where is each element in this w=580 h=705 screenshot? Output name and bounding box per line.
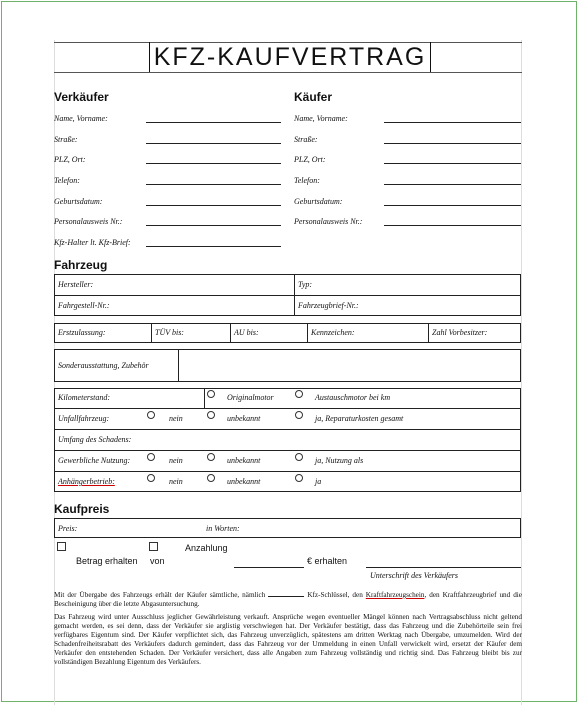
vehicle-heading: Fahrzeug [54, 258, 108, 272]
seller-city-field[interactable] [146, 163, 281, 164]
keys-count-field[interactable] [268, 596, 304, 597]
buyer-street-label: Straße: [294, 135, 318, 144]
seller-holder-field[interactable] [146, 246, 281, 247]
document-title: KFZ-KAUFVERTRAG [149, 42, 431, 72]
trailer-unknown-label: unbekannt [227, 477, 261, 486]
condition-divider-4 [54, 471, 521, 472]
replacement-engine-label: Austauschmotor bei km [315, 393, 391, 402]
title-rule-bottom [54, 72, 522, 73]
accident-no-label: nein [169, 414, 183, 423]
terms-paragraph: Das Fahrzeug wird unter Ausschluss jeglicher Gewährleistung verkauft. Ansprüche wegen eventueller Mängel können nach Vertragsabschluss nicht geltend gemacht werden, es sei denn, dass der Verkäufer sie arglistig verschwiegen hat. Der Verkäufer bestätigt, dass das Fahrzeug und die Zubehörteile sein frei verfügbares Eigentum sind. Der Käufer verpflichtet sich, das Fahrzeug unverzüglich, spätestens am dritten Werktag nach Übergabe, umzumelden. Wird der Schadenfreiheitsrabatt des Verkäufers dadurch gemindert, dass das Fahrzeug vor der Ummeldung in einen Unfall verwickelt wird, ersetzt der Käufer dem Verkäufer den entstehenden Schaden. Der Verkäufer versichert, dass alle Angaben zum Fahrzeug vollständig und richtig sind. Das Fahrzeug bleibt bis zur vollständigen Bezahlung Eigentum des Verkäufers. [54, 613, 522, 666]
accident-yes-radio[interactable] [295, 411, 303, 419]
commercial-unknown-radio[interactable] [207, 453, 215, 461]
buyer-city-label: PLZ, Ort: [294, 155, 326, 164]
seller-name-field[interactable] [146, 122, 281, 123]
manufacturer-label: Hersteller: [58, 280, 94, 289]
first-registration-label: Erstzulassung: [58, 328, 106, 337]
accident-no-radio[interactable] [147, 411, 155, 419]
seller-id-label: Personalausweis Nr.: [54, 217, 123, 226]
amount-received-label: Betrag erhalten [76, 556, 138, 566]
commercial-no-label: nein [169, 456, 183, 465]
buyer-birth-field[interactable] [384, 205, 521, 206]
down-payment-label: Anzahlung [185, 543, 228, 553]
mileage-label: Kilometerstand: [58, 393, 110, 402]
handover-text-4: , den Kraftfahrzeugbrief und die Bescheinigung über die letzte Abgasuntersuchung. [54, 591, 522, 608]
seller-street-label: Straße: [54, 135, 78, 144]
vehicle-table-2-col3 [307, 323, 308, 343]
buyer-phone-label: Telefon: [294, 176, 320, 185]
commercial-use-label: Gewerbliche Nutzung: [58, 456, 131, 465]
accident-yes-label: ja, Reparaturkosten gesamt [315, 414, 404, 423]
price-words-label: in Worten: [206, 524, 240, 533]
price-heading: Kaufpreis [54, 502, 110, 516]
buyer-city-field[interactable] [384, 163, 521, 164]
buyer-id-field[interactable] [384, 225, 521, 226]
tuev-label: TÜV bis: [155, 328, 184, 337]
extras-label: Sonderausstattung, Zubehör [58, 361, 149, 370]
damage-extent-label: Umfang des Schadens: [58, 435, 132, 444]
buyer-phone-field[interactable] [384, 184, 521, 185]
condition-divider-3 [54, 450, 521, 451]
commercial-no-radio[interactable] [147, 453, 155, 461]
original-engine-radio[interactable] [207, 390, 215, 398]
vehicle-table-2-col1 [151, 323, 152, 343]
commercial-unknown-label: unbekannt [227, 456, 261, 465]
buyer-birth-label: Geburtsdatum: [294, 197, 343, 206]
contract-page [54, 40, 522, 705]
seller-street-field[interactable] [146, 143, 281, 144]
trailer-unknown-radio[interactable] [207, 474, 215, 482]
seller-name-label: Name, Vorname: [54, 114, 108, 123]
trailer-label: Anhängerbetrieb: [58, 477, 115, 486]
amount-received-checkbox[interactable] [57, 542, 66, 551]
seller-heading: Verkäufer [54, 90, 109, 104]
seller-city-label: PLZ, Ort: [54, 155, 86, 164]
accident-unknown-label: unbekannt [227, 414, 261, 423]
chassis-number-label: Fahrgestell-Nr.: [58, 301, 110, 310]
type-label: Typ: [298, 280, 313, 289]
received-label: € erhalten [307, 556, 348, 566]
original-engine-label: Originalmotor [227, 393, 274, 402]
handover-text-2: Kfz-Schlüssel, den [307, 591, 363, 599]
down-payment-checkbox[interactable] [149, 542, 158, 551]
handover-paragraph [54, 591, 522, 609]
handover-text-1: Mit der Übergabe des Fahrzeugs erhält der Käufer sämtliche, nämlich [54, 591, 266, 599]
seller-holder-label: Kfz-Halter lt. Kfz-Brief: [54, 238, 131, 247]
extras-table-col [178, 349, 179, 382]
condition-divider-2 [54, 429, 521, 430]
seller-signature-label: Unterschrift des Verkäufers [370, 571, 458, 580]
commercial-yes-radio[interactable] [295, 453, 303, 461]
commercial-yes-label: ja, Nutzung als [315, 456, 364, 465]
trailer-no-radio[interactable] [147, 474, 155, 482]
vehicle-table-1-divider [54, 295, 521, 296]
km-divider [204, 388, 205, 408]
buyer-name-field[interactable] [384, 122, 521, 123]
accident-label: Unfallfahrzeug: [58, 414, 110, 423]
condition-divider-1 [54, 408, 521, 409]
from-label: von [150, 556, 165, 566]
accident-unknown-radio[interactable] [207, 411, 215, 419]
buyer-id-label: Personalausweis Nr.: [294, 217, 363, 226]
buyer-street-field[interactable] [384, 143, 521, 144]
handover-text-3: Kraftfahrzeugschein [365, 591, 425, 599]
vehicle-registration-label: Fahrzeugbrief-Nr.: [298, 301, 359, 310]
vehicle-table-2-col2 [230, 323, 231, 343]
seller-birth-label: Geburtsdatum: [54, 197, 103, 206]
received-amount-field[interactable] [234, 567, 304, 568]
seller-phone-label: Telefon: [54, 176, 80, 185]
seller-signature-field[interactable] [366, 567, 521, 568]
trailer-no-label: nein [169, 477, 183, 486]
vehicle-table-2-col4 [428, 323, 429, 343]
replacement-engine-radio[interactable] [295, 390, 303, 398]
trailer-yes-label: ja [315, 477, 322, 486]
trailer-yes-radio[interactable] [295, 474, 303, 482]
seller-phone-field[interactable] [146, 184, 281, 185]
seller-id-field[interactable] [146, 225, 281, 226]
previous-owners-label: Zahl Vorbesitzer: [432, 328, 488, 337]
vehicle-table-1-col [294, 274, 295, 316]
au-label: AU bis: [234, 328, 259, 337]
license-plate-label: Kennzeichen: [311, 328, 355, 337]
buyer-heading: Käufer [294, 90, 333, 104]
price-table [54, 518, 521, 538]
price-label: Preis: [58, 524, 78, 533]
buyer-name-label: Name, Vorname: [294, 114, 348, 123]
seller-birth-field[interactable] [146, 205, 281, 206]
